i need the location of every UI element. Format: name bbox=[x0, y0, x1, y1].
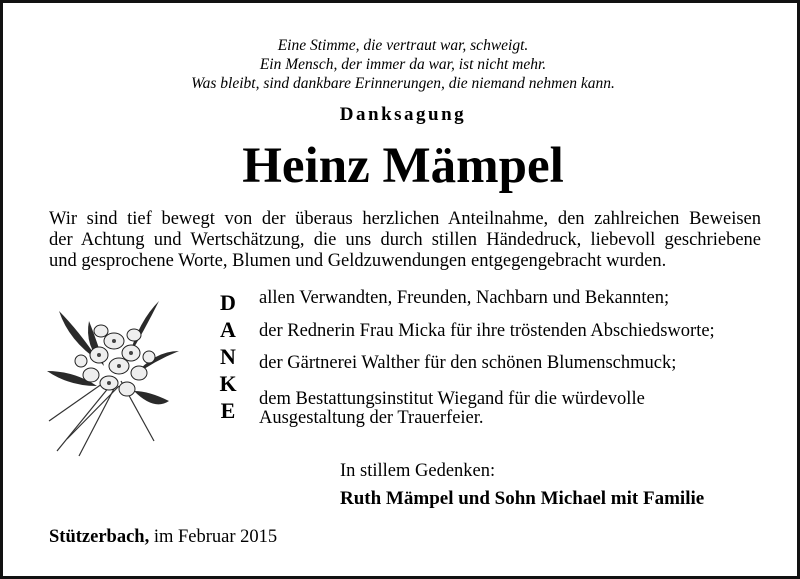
danke-letter: D bbox=[220, 290, 236, 315]
thanks-item: Ausgestaltung der Trauerfeier. bbox=[259, 408, 484, 428]
family-signature: Ruth Mämpel und Sohn Michael mit Familie bbox=[340, 488, 705, 509]
danke-letter: E bbox=[220, 398, 236, 423]
danke-letters bbox=[211, 289, 245, 424]
intro-text bbox=[49, 209, 761, 272]
poem bbox=[3, 36, 800, 93]
deceased-name: Heinz Mämpel bbox=[242, 138, 564, 194]
poem-line: Eine Stimme, die vertraut war, schweigt. bbox=[277, 37, 529, 54]
flower-bouquet-image bbox=[39, 291, 189, 461]
thanks-item: der Gärtnerei Walther für den schönen Blumenschmuck; bbox=[259, 353, 677, 373]
danke-letter: K bbox=[219, 371, 237, 396]
poem-line: Was bleibt, sind dankbare Erinnerungen, die niemand nehmen kann. bbox=[191, 75, 615, 92]
danke-letter: A bbox=[220, 317, 236, 342]
danke-letter: N bbox=[220, 344, 236, 369]
closing-text: In stillem Gedenken: bbox=[340, 461, 496, 481]
poem-line: Ein Mensch, der immer da war, ist nicht mehr. bbox=[259, 56, 547, 73]
date: im Februar 2015 bbox=[153, 527, 278, 547]
thanks-item: dem Bestattungsinstitut Wiegand für die würdevolle bbox=[259, 389, 645, 409]
place: Stützerbach, bbox=[49, 527, 150, 547]
heading: Danksagung bbox=[339, 104, 467, 125]
place-date bbox=[49, 527, 277, 548]
intro-line: Wir sind tief bewegt von der überaus herzlichen Anteilnahme, den zahlreichen Beweisen bbox=[49, 209, 761, 229]
thanks-item: der Rednerin Frau Micka für ihre tröstenden Abschiedsworte; bbox=[259, 321, 715, 341]
intro-line: der Achtung und Wertschätzung, die uns durch stillen Händedruck, liebevoll geschriebene bbox=[49, 230, 761, 250]
intro-line: und gesprochene Worte, Blumen und Geldzuwendungen entgegengebracht wurden. bbox=[49, 251, 667, 271]
thanks-item: allen Verwandten, Freunden, Nachbarn und Bekannten; bbox=[259, 288, 670, 308]
